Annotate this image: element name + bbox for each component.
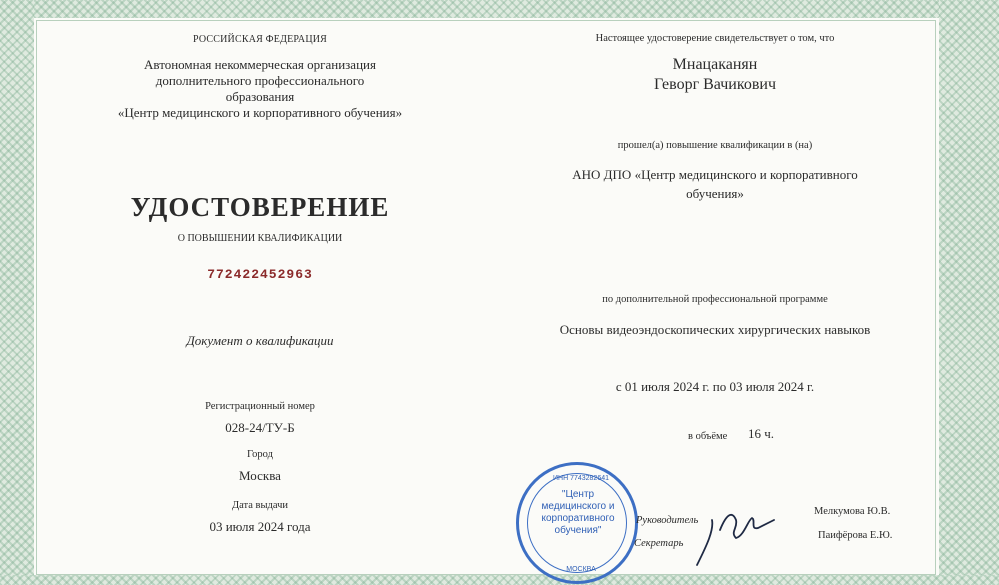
head-label: Руководитель: [636, 515, 699, 526]
handwritten-signature: [692, 490, 782, 570]
official-stamp: [516, 462, 638, 584]
certificate-title: УДОСТОВЕРЕНИЕ: [130, 192, 390, 222]
passed-training-text: прошел(а) повышение квалификации в (на): [617, 140, 813, 151]
training-period: с 01 июля 2024 г. по 03 июля 2024 г.: [615, 379, 815, 394]
org-line-2: дополнительного профессионального: [155, 73, 365, 88]
certificate-number: 772422452963: [207, 267, 313, 282]
certificate-subtitle: О ПОВЫШЕНИИ КВАЛИФИКАЦИИ: [177, 233, 343, 244]
issue-date-value: 03 июля 2024 года: [209, 519, 311, 534]
program-label: по дополнительной профессиональной программе: [602, 294, 828, 305]
decorative-border-right: [939, 0, 999, 585]
org-line-3: образования: [225, 89, 295, 104]
stamp-city: МОСКВА: [566, 566, 596, 573]
recipient-surname: Мнацаканян: [672, 56, 758, 73]
program-name: Основы видеоэндоскопических хирургических навыков: [559, 322, 871, 337]
volume-label: в объёме: [688, 431, 728, 442]
intro-text: Настоящее удостоверение свидетельствует о том, что: [595, 33, 835, 44]
issue-date-label: Дата выдачи: [231, 500, 289, 511]
city-label: Город: [247, 449, 273, 460]
volume-value: 16 ч.: [748, 426, 775, 441]
country-label: РОССИЙСКАЯ ФЕДЕРАЦИЯ: [192, 34, 328, 45]
decorative-border-bottom: [0, 575, 999, 585]
secretary-label: Секретарь: [634, 538, 684, 549]
decorative-border-left: [0, 0, 34, 585]
training-org-line-2: обучения»: [686, 186, 744, 201]
head-name: Мелкумова Ю.В.: [814, 506, 891, 517]
stamp-inn: ИНН 7743282641: [552, 475, 610, 482]
training-org-line-1: АНО ДПО «Центр медицинского и корпоративного: [572, 167, 858, 182]
org-line-1: Автономная некоммерческая организация: [144, 57, 376, 72]
decorative-border-top: [0, 0, 999, 18]
issuer-organization: [95, 57, 425, 121]
org-line-4: «Центр медицинского и корпоративного обучения»: [117, 105, 403, 120]
stamp-text: "Центр медицинского и корпоративного обучения": [541, 489, 615, 536]
city-value: Москва: [239, 468, 281, 483]
secretary-name: Паифёрова Е.Ю.: [818, 530, 893, 541]
registration-number-value: 028-24/ТУ-Б: [225, 420, 295, 435]
document-type: Документ о квалификации: [186, 333, 334, 348]
training-organization: [530, 165, 900, 203]
recipient-given-names: Геворг Вачикович: [653, 76, 776, 93]
registration-number-label: Регистрационный номер: [205, 401, 315, 412]
